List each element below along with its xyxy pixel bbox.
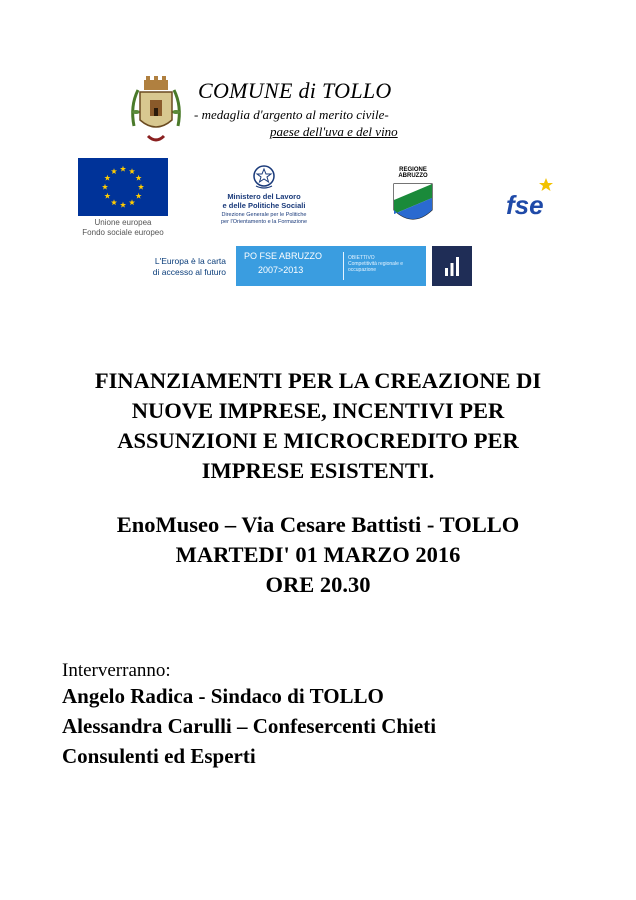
speakers-intro: Interverranno:	[62, 660, 171, 681]
speaker-item: Angelo Radica - Sindaco di TOLLO	[62, 684, 384, 708]
comune-title: COMUNE di TOLLO	[198, 78, 392, 103]
heading-line: ASSUNZIONI E MICROCREDITO PER	[117, 428, 519, 453]
regione-abruzzo-shield-icon	[392, 182, 434, 228]
po-fse-title: PO FSE ABRUZZO	[244, 251, 323, 261]
bar-chart-logo	[432, 246, 472, 286]
heading-line: IMPRESE ESISTENTI.	[201, 458, 435, 483]
event-time: ORE 20.30	[265, 572, 371, 597]
svg-text:fse: fse	[506, 190, 544, 220]
ministero-direzione: Direzione Generale per le Politiche per l'Orientamento e la Formazione	[220, 212, 308, 225]
po-fse-obiettivo: OBIETTIVO Competitività regionale e occupazione	[348, 255, 404, 273]
ministero-name: Ministero del Lavoro e delle Politiche Sociali	[222, 192, 306, 210]
speaker-item: Consulenti ed Esperti	[62, 744, 256, 768]
italian-republic-emblem-icon	[252, 164, 276, 190]
comune-subtitle-medal: - medaglia d'argento al merito civile-	[194, 107, 389, 122]
event-date: MARTEDI' 01 MARZO 2016	[175, 542, 461, 567]
heading-line: FINANZIAMENTI PER LA CREAZIONE DI	[94, 368, 542, 393]
municipal-crest-icon	[128, 76, 184, 146]
po-divider	[343, 252, 344, 280]
event-venue: EnoMuseo – Via Cesare Battisti - TOLLO	[116, 512, 520, 537]
event-details	[30, 510, 606, 600]
speaker-item: Alessandra Carulli – Confesercenti Chieti	[62, 714, 437, 738]
main-heading	[30, 366, 606, 486]
eu-flag-icon	[78, 158, 168, 216]
europa-tagline: L'Europa è la carta di accesso al futuro	[152, 256, 226, 277]
regione-caption: REGIONE ABRUZZO	[398, 167, 428, 179]
po-fse-years: 2007>2013	[258, 265, 304, 275]
comune-subtitle-motto: paese dell'uva e del vino	[270, 124, 398, 139]
fse-logo-icon	[502, 176, 560, 220]
heading-line: NUOVE IMPRESE, INCENTIVI PER	[131, 398, 505, 423]
bar-chart-icon	[432, 246, 472, 286]
eu-caption: Unione europea Fondo sociale europeo	[82, 218, 164, 237]
